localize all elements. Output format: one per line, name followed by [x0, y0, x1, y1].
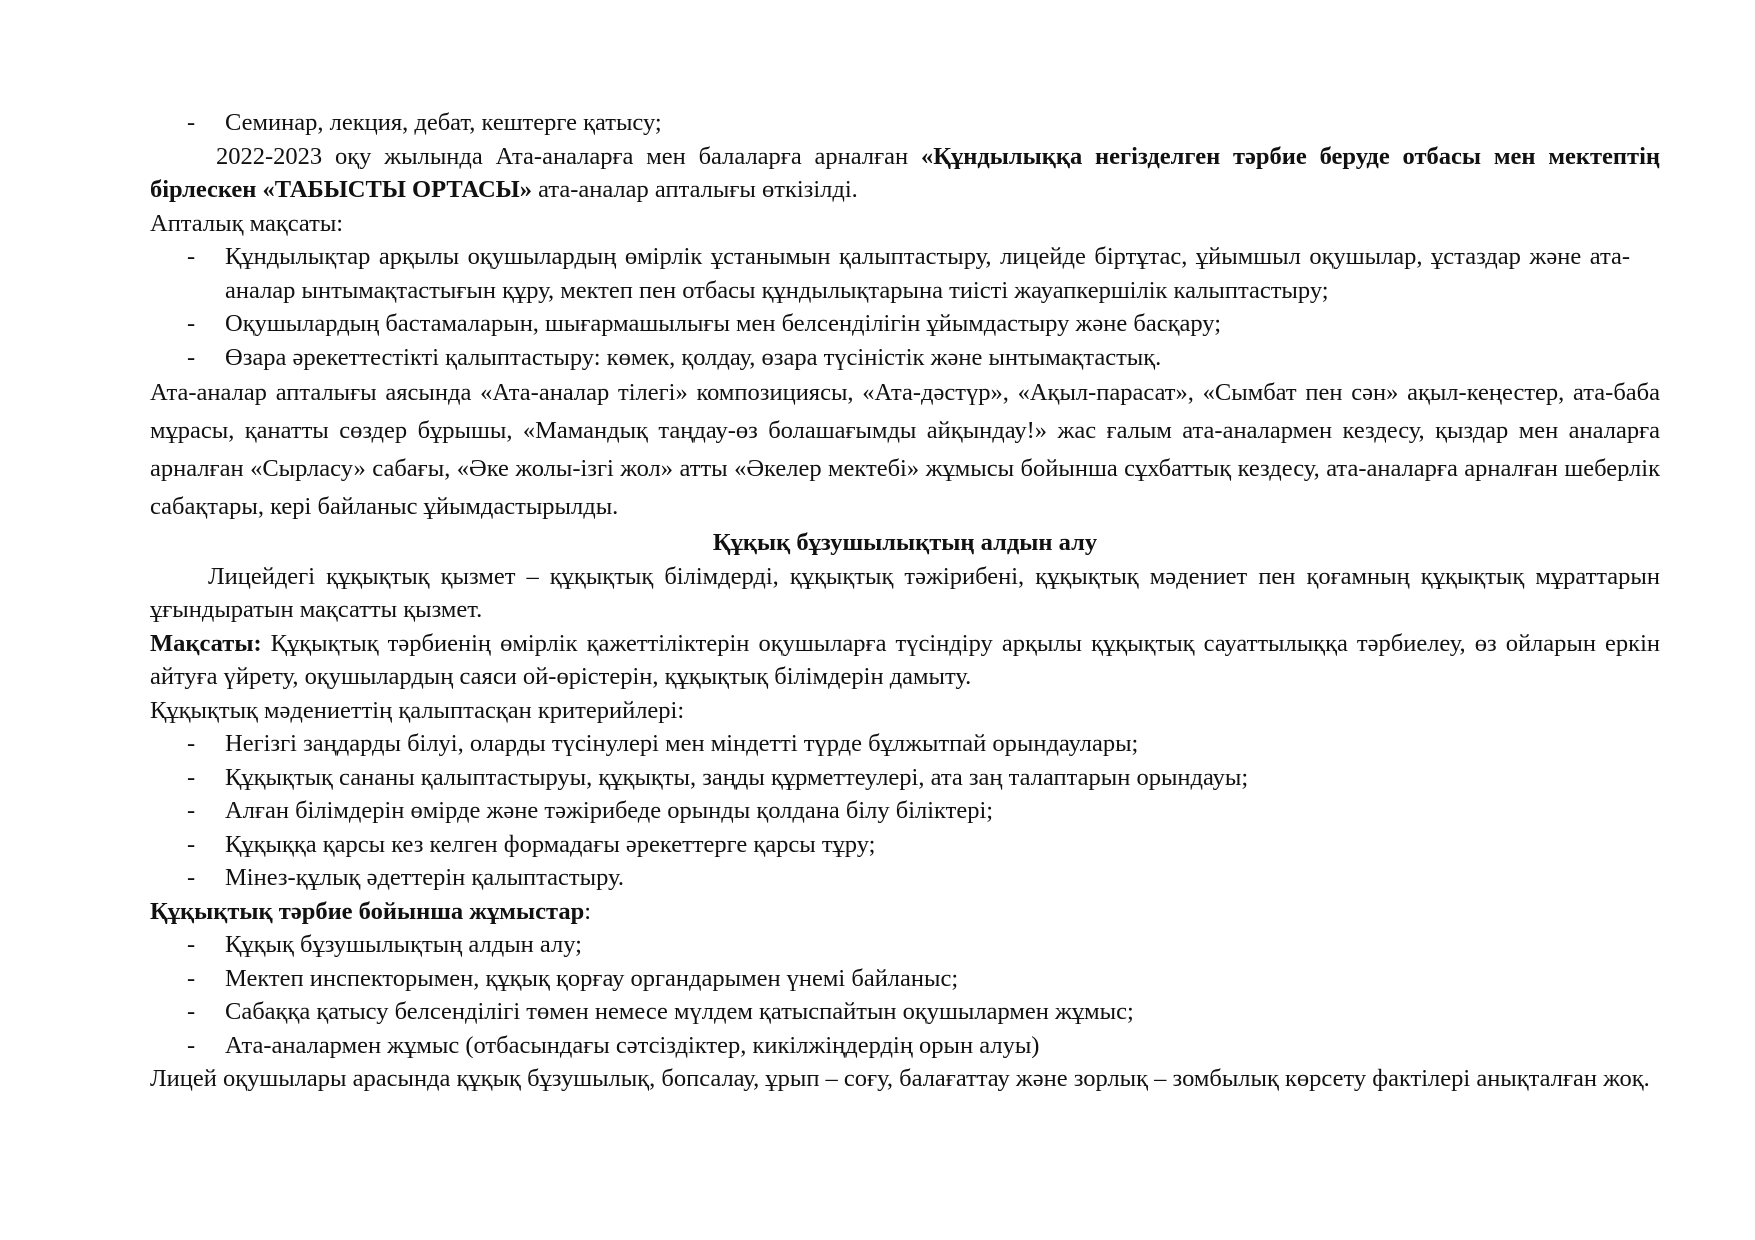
list-item — [150, 106, 1660, 140]
list-item-text: Мінез-құлық әдеттерін қалыптастыру. — [225, 864, 624, 891]
criteria-list — [150, 727, 1660, 895]
dash-bullet: - — [187, 243, 196, 270]
criteria-label: Құқықтық мәдениеттің қалыптасқан критерийлері: — [150, 696, 685, 724]
dash-bullet: - — [187, 998, 196, 1025]
events-list — [150, 106, 1660, 140]
intro-year-text: 2022-2023 оқу жылында Ата-аналарға мен балаларға арналған — [216, 142, 921, 170]
list-item-text: Мектеп инспекторымен, құқық қорғау органдарымен үнемі байланыс; — [225, 964, 959, 992]
list-item — [150, 794, 1660, 828]
dash-bullet: - — [187, 797, 196, 824]
list-item-text: Негізгі заңдарды білуі, оларды түсінулері мен міндетті түрде бұлжытпай орындаулары; — [225, 730, 1139, 757]
intro-tail-text: ата-аналар апталығы өткізілді. — [531, 176, 858, 203]
works-list — [150, 928, 1660, 1062]
list-item-text: Сабаққа қатысу белсенділігі төмен немесе мүлдем қатыспайтын оқушылармен жұмыс; — [225, 998, 1134, 1025]
list-item-text: Құқықтық сананы қалыптастыруы, құқықты, заңды құрметтеулері, ата заң талаптарын орындауы; — [225, 763, 1249, 791]
dash-bullet: - — [187, 830, 196, 858]
goal-paragraph — [150, 627, 1660, 694]
dash-bullet: - — [187, 310, 196, 337]
list-item — [150, 928, 1660, 962]
list-item — [150, 962, 1660, 996]
section-title: Құқық бұзушылықтың алдын алу — [712, 529, 1098, 556]
legal-intro-paragraph: Лицейдегі құқықтық қызмет – құқықтық білімдерді, құқықтық тәжірибені, құқықтық мәдениет пен қоғамның құқықтық мұраттарын ұғындыратын мақсатты қызмет. — [150, 562, 1660, 623]
list-item — [150, 240, 1660, 307]
list-item — [150, 1029, 1660, 1063]
dash-bullet: - — [187, 730, 196, 757]
document-page — [150, 106, 1660, 1096]
intro-paragraph — [150, 140, 1660, 207]
dash-bullet: - — [187, 864, 196, 891]
dash-bullet: - — [187, 343, 196, 371]
goal-text: Құқықтық тәрбиенің өмірлік қажеттіліктерін оқушыларға түсіндіру арқылы құқықтық сауаттылыққа тәрбиелеу, өз ойларын еркін айтуға үйрету, оқушылардың саяси ой-өрістерін, құқықтық білімдерін дамыту. — [150, 629, 1660, 690]
works-label-paragraph — [150, 895, 1660, 929]
dash-bullet: - — [187, 1031, 196, 1059]
list-item-text: Өзара әрекеттестікті қалыптастыру: көмек, қолдау, өзара түсіністік және ынтымақтастық. — [225, 343, 1162, 371]
list-item — [150, 995, 1660, 1029]
list-item-text: Алған білімдерін өмірде және тәжірибеде орынды қолдана білу біліктері; — [225, 797, 994, 824]
list-item-text: Құқық бұзушылықтың алдын алу; — [225, 931, 582, 958]
dash-bullet: - — [187, 964, 196, 992]
closing-paragraph: Лицей оқушылары арасында құқық бұзушылық, бопсалау, ұрып – соғу, балағаттау және зорлық – зомбылық көрсету фактілері анықталған жоқ. — [150, 1065, 1650, 1092]
list-item — [150, 828, 1660, 862]
week-paragraph: Ата-аналар апталығы аясында «Ата-аналар тілегі» композициясы, «Ата-дәстүр», «Ақыл-парасат», «Сымбат пен сән» ақыл-кеңестер, ата-баба мұрасы, қанатты сөздер бұрышы, «Мамандық таңдау-өз болашағымды айқындау!» жас ғалым ата-аналармен кездесу, қыздар мен аналарға арналған «Сырласу» сабағы, «Әке жолы-ізгі жол» атты «Әкелер мектебі» жұмысы бойынша сұхбаттық кездесу, ата-аналарға арналған шеберлік сабақтары, кері байланыс ұйымдастырылды. — [150, 379, 1660, 520]
list-item-text: Құндылықтар арқылы оқушылардың өмірлік ұстанымын қалыптастыру, лицейде біртұтас, ұйымшыл оқушылар, ұстаздар және ата-аналар ынтымақтастығын құру, мектеп пен отбасы құндылықтарына тиісті жауапкершілік калыптастыру; — [225, 243, 1630, 304]
works-colon: : — [584, 897, 592, 925]
dash-bullet: - — [187, 109, 196, 136]
dash-bullet: - — [187, 931, 196, 958]
intro-bold-title: «Құндылыққа негізделген тәрбие беруде отбасы мен мектептің бірлескен «ТАБЫСТЫ ОРТАСЫ» — [150, 142, 1660, 203]
dash-bullet: - — [187, 763, 196, 791]
list-item — [150, 307, 1660, 341]
list-item — [150, 341, 1660, 375]
list-item-text: Оқушылардың бастамаларын, шығармашылығы мен белсенділігін ұйымдастыру және басқару; — [225, 310, 1222, 337]
list-item-text: Семинар, лекция, дебат, кештерге қатысу; — [225, 109, 662, 136]
works-label: Құқықтық тәрбие бойынша жұмыстар — [150, 897, 585, 925]
week-goal-label: Апталық мақсаты: — [150, 209, 344, 237]
week-goals-list — [150, 240, 1660, 374]
list-item — [150, 861, 1660, 895]
list-item — [150, 761, 1660, 795]
list-item — [150, 727, 1660, 761]
list-item-text: Ата-аналармен жұмыс (отбасындағы сәтсіздіктер, кикілжіңдердің орын алуы) — [225, 1031, 1040, 1059]
list-item-text: Құқыққа қарсы кез келген формадағы әрекеттерге қарсы тұру; — [225, 830, 876, 858]
goal-label: Мақсаты: — [150, 629, 262, 657]
